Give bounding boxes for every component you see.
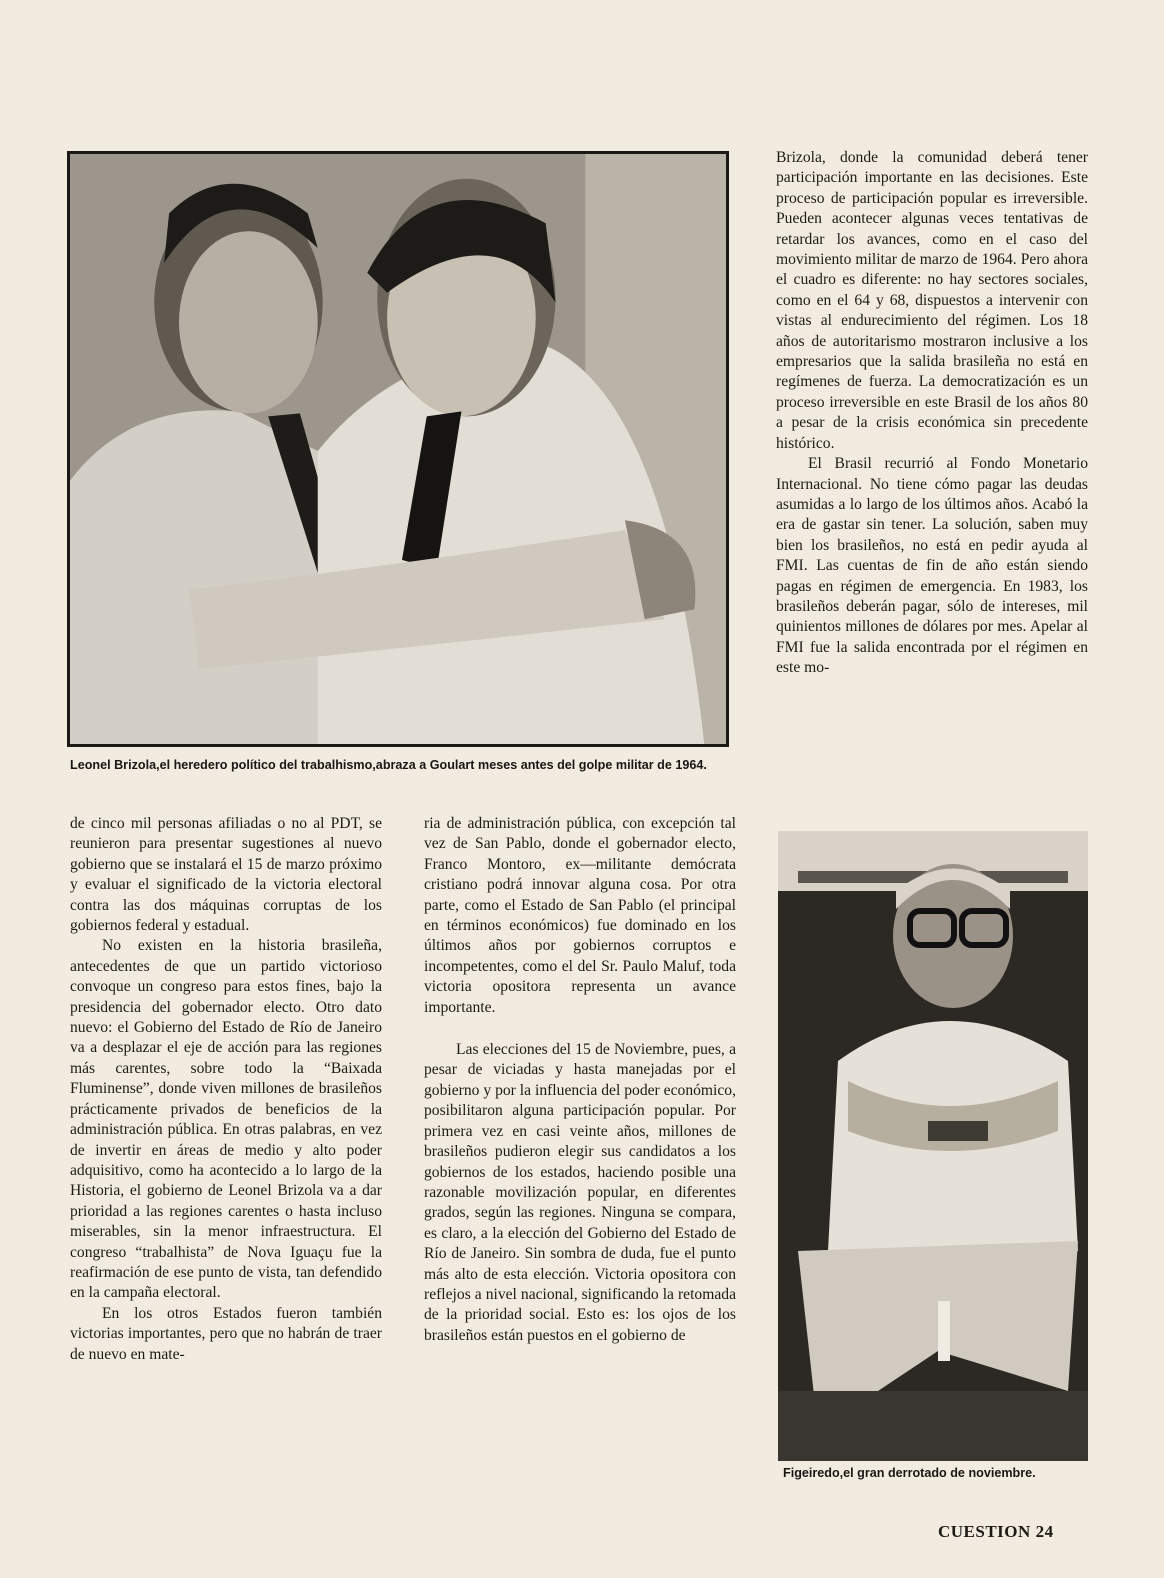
paragraph: Las elecciones del 15 de Noviembre, pues, a pesar de viciadas y hasta manejadas por el gobierno y por la influencia del poder económico, posibilitaron alguna participación popular. Por primera vez en casi veinte años, millones de brasileños pudieron elegir sus candidatos a los gobiernos de los estados, haciendo posible una razonable movilización popular, en diferentes grados, según las regiones. Ninguna se compara, es claro, a la elección del Gobierno del Estado de Río de Janeiro. Sin sombra de duda, fue el punto más alto de esta elección. Victoria opositora con reflejos a nivel nacional, significando la retomada de la prioridad social. Esto es: los ojos de los brasileños están puestos en el gobierno de [424, 1041, 736, 1344]
photo-illustration [70, 154, 726, 744]
paragraph: de cinco mil personas afiliadas o no al PDT, se reunieron para presentar sugestiones al nuevo gobierno que se instalará el 15 de marzo próximo y evaluar el significado de la victoria electoral contra las dos máquinas corruptas de los gobiernos federal y estadual. [70, 815, 382, 935]
paragraph: Brizola, donde la comunidad deberá tener participación importante en las decisiones. Este proceso de participación popular es irreversible. Pueden acontecer algunas veces tentativas de retardar los avances, como en el caso del movimiento militar de marzo de 1964. Pero ahora el cuadro es diferente: no hay sectores sociales, como en el 64 y 68, dispuestos a intervenir con vistas al endurecimiento del régimen. Los 18 años de autoritarismo mostraron inclusive a los empresarios que la salida brasileña no está en regímenes de fuerza. La democratización es un proceso irreversible en este Brasil de los años 80 a pesar de la crisis económica sin precedente histórico. [776, 149, 1088, 452]
photo-side-caption: Figeiredo,el gran derrotado de noviembre. [783, 1466, 1036, 1480]
text-column-middle [424, 814, 736, 1346]
photo-brizola-goulart [67, 151, 729, 747]
text-column-left [70, 814, 382, 1365]
paragraph: No existen en la historia brasileña, antecedentes de que un partido victorioso convoque un congreso para estos fines, bajo la presidencia del gobernador electo. Otro dato nuevo: el Gobierno del Estado de Río de Janeiro va a desplazar el eje de acción para las regiones más carentes, sobre todo la “Baixada Fluminense”, donde viven millones de brasileños prácticamente privados de beneficios de la administración pública. En otras palabras, en vez de invertir en áreas de medio y alto poder adquisitivo, como ha acontecido a lo largo de la Historia, el gobierno de Leonel Brizola va a dar prioridad a las regiones carentes o hasta incluso miserables, sin la menor infraestructura. El congreso “trabalhista” de Nova Iguaçu fue la reafirmación de ese punto de vista, tan defendido en la campaña electoral. [70, 937, 382, 1302]
text-column-right [776, 148, 1088, 679]
page-number: 24 [1035, 1522, 1054, 1541]
paragraph: En los otros Estados fueron también victorias importantes, pero que no habrán de traer de nuevo en mate- [70, 1304, 382, 1363]
paragraph: ria de administración pública, con excepción tal vez de San Pablo, donde el gobernador electo, Franco Montoro, ex—militante demócrata cristiano podrá innovar alguna cosa. Por otra parte, como el Estado de San Pablo (el principal en términos económicos) fue dominado en los últimos años por gobiernos corruptos e incompetentes, como el del Sr. Paulo Maluf, toda victoria opositora representa un avance importante. [424, 815, 736, 1016]
photo-main-caption: Leonel Brizola,el heredero político del trabalhismo,abraza a Goulart meses antes del golpe militar de 1964. [70, 758, 707, 772]
photo-figueiredo [778, 831, 1088, 1461]
magazine-name: CUESTION [938, 1522, 1031, 1541]
paragraph: El Brasil recurrió al Fondo Monetario Internacional. No tiene cómo pagar las deudas asumidas a lo largo de los últimos años. Acabó la era de gastar sin tener. La solución, saben muy bien los brasileños, no está en pedir ayuda al FMI. Las cuentas de fin de año están siendo pagas en régimen de emergencia. En 1983, los brasileños deberán pagar, sólo de intereses, mil quinientos millones de dólares por mes. Apelar al FMI fue la salida encontrada por el régimen en este mo- [776, 455, 1088, 677]
page-footer [938, 1522, 1054, 1542]
photo-illustration [778, 831, 1088, 1461]
